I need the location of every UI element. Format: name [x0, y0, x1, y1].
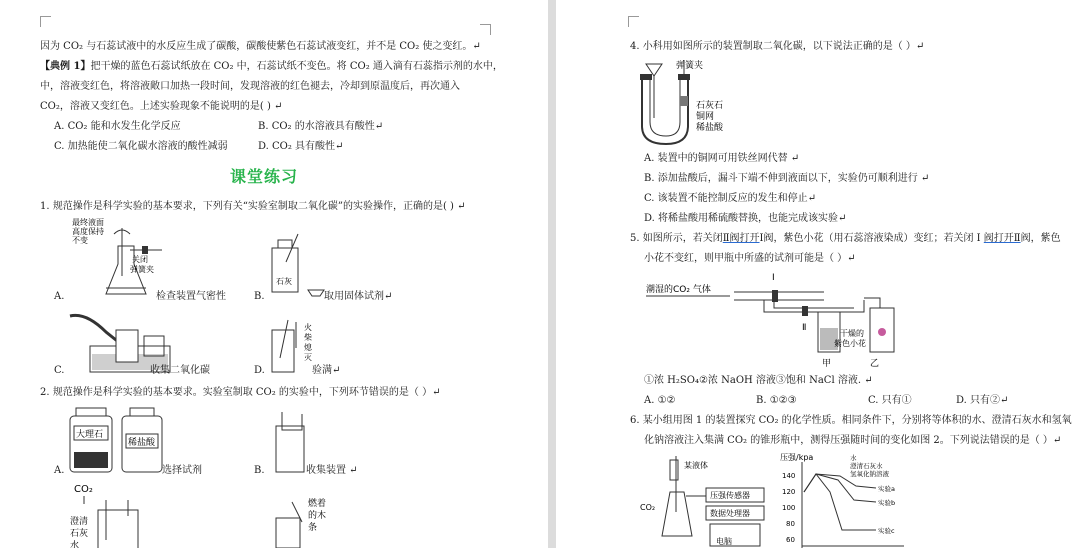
bottle-label: 石灰 — [276, 277, 292, 286]
q1-d-caption: 验满↵ — [312, 365, 341, 376]
q6-figure-1 — [640, 452, 770, 548]
q5-reagents: ①浓 H₂SO₄②浓 NaOH 溶液③饱和 NaCl 溶液. ↵ — [644, 375, 873, 386]
jar-lid — [76, 408, 106, 416]
q2-stem: 2. 规范操作是科学实验的基本要求。实验室制取 CO₂ 的实验中，下列环节错误的是（ ）↵ — [40, 387, 441, 398]
jar-label: 大理石 — [76, 430, 104, 440]
q6-figure-2-chart — [776, 452, 906, 548]
example-text: 把干燥的蓝色石蕊试纸放在 CO₂ 中，石蕊试纸不变色。将 CO₂ 通入滴有石蕊指示剂的水中， — [90, 61, 503, 72]
valve-1-icon — [772, 290, 778, 302]
q2-figure-a — [66, 404, 166, 476]
valve-label: Ⅰ — [772, 273, 775, 283]
q1-c-letter: C. — [54, 365, 65, 376]
q1-b-caption: 取用固体试剂↵ — [324, 291, 393, 302]
figure-label: 的木 — [308, 511, 327, 521]
q5-underlined: Ⅱ阀打开 — [722, 233, 760, 244]
q1-c-caption: 收集二氧化碳 — [150, 365, 210, 376]
burning-stick — [292, 502, 302, 522]
bottle-label: 乙 — [870, 359, 880, 368]
match-stick — [280, 320, 288, 358]
gas-tubes — [282, 412, 302, 430]
q5-option-d: D. 只有②↵ — [956, 395, 1009, 406]
figure-label: 石灰石 — [696, 101, 724, 111]
stopper — [640, 74, 652, 80]
intro-line: 因为 CO₂ 与石蕊试液中的水反应生成了碳酸，碳酸使紫色石蕊试液变红，并不是 CO₂ 使之变红。↵ — [40, 41, 481, 52]
jar-lid — [130, 408, 154, 416]
example-option-b: B. CO₂ 的水溶液具有酸性↵ — [258, 121, 384, 132]
example-line-1 — [40, 60, 503, 74]
u-tube — [642, 80, 688, 144]
q5-option-b: B. ①②③ — [756, 395, 797, 406]
q2-a-caption: 选择试剂 — [162, 465, 202, 476]
clamp-icon — [142, 246, 148, 254]
q5-text: 阀，紫色 — [1020, 233, 1061, 244]
q2-figure-d — [272, 498, 332, 548]
branch-tube — [764, 300, 864, 312]
q5-line-2: 小花不变红，则甲瓶中所盛的试剂可能是（ ）↵ — [644, 253, 856, 264]
valve-label: Ⅱ — [802, 323, 807, 333]
example-option-d: D. CO₂ 具有酸性↵ — [258, 141, 344, 152]
q1-figure-b — [268, 232, 328, 298]
margin-corner-mark — [480, 24, 491, 35]
q4-figure — [636, 56, 746, 148]
stopper — [678, 74, 690, 80]
q2-b-letter: B. — [254, 465, 265, 476]
legend-item: 水 — [850, 454, 857, 462]
figure-label: 弹簧夹 — [130, 265, 154, 274]
example-option-a: A. CO₂ 能和水发生化学反应 — [54, 121, 181, 132]
q4-option-a: A. 装置中的铜网可用铁丝网代替 ↵ — [644, 153, 800, 164]
figure-label: 弹簧夹 — [676, 61, 704, 71]
y-tick: 140 — [782, 472, 796, 480]
figure-label: 火 — [304, 323, 312, 332]
figure-label: 水 — [70, 541, 80, 548]
jar-label: 稀盐酸 — [128, 438, 156, 448]
q2-b-caption: 收集装置 ↵ — [306, 465, 358, 476]
curve-b — [804, 474, 876, 502]
figure-label: 最终液面 — [72, 218, 104, 227]
watch-glass — [308, 290, 324, 296]
figure-label: 某液体 — [684, 461, 708, 470]
figure-label: 紫色小花 — [834, 339, 866, 348]
figure-label: 熄 — [304, 343, 312, 352]
valve-2-icon — [802, 306, 808, 316]
example-line-3: CO₂，溶液又变红色。上述实验现象不能说明的是( ) ↵ — [40, 101, 283, 112]
q4-option-b: B. 添加盐酸后，漏斗下端不伸到液面以下，实验仍可顺利进行 ↵ — [644, 173, 930, 184]
margin-corner-mark — [40, 16, 51, 27]
wash-bottle — [98, 510, 138, 548]
y-tick: 120 — [782, 488, 796, 496]
curve-label: 实验a — [878, 485, 895, 493]
figure-label: 关闭 — [132, 255, 148, 264]
figure-label: 高度保持 — [72, 227, 104, 236]
legend-item: 氢氧化钠溶液 — [850, 470, 889, 478]
curve-label: 实验b — [878, 499, 896, 507]
figure-label: 电脑 — [716, 537, 732, 546]
figure-label: 铜网 — [696, 112, 715, 122]
gas-label: CO₂ — [74, 484, 93, 495]
q4-stem: 4. 小科用如图所示的装置制取二氧化碳，以下说法正确的是（ ）↵ — [630, 41, 925, 52]
q2-figure-c — [70, 480, 150, 548]
figure-label: 条 — [308, 523, 318, 533]
q1-a-caption: 检查装置气密性 — [156, 291, 226, 302]
figure-label: 石灰 — [70, 529, 89, 539]
marble-chips — [74, 452, 108, 468]
q1-b-letter: B. — [254, 291, 265, 302]
bottle-tubes — [106, 500, 128, 540]
q6-line-1: 6. 某小组用图 1 的装置探究 CO₂ 的化学性质。相同条件下，分别将等体积的水、澄清石灰水和氢氧 — [630, 415, 1072, 426]
q5-underlined: 阀打开Ⅱ — [983, 233, 1021, 244]
q5-figure — [644, 268, 914, 368]
gas-jar — [272, 330, 294, 372]
figure-label: 干燥的 — [840, 329, 864, 338]
legend-item: 澄清石灰水 — [850, 462, 883, 470]
curve-label: 实验c — [878, 527, 895, 535]
syringe — [670, 460, 678, 480]
q5-text: Ⅰ阀，紫色小花（用石蕊溶液染成）变红；若关闭 Ⅰ — [759, 233, 984, 244]
bottle-neck — [278, 240, 292, 248]
q5-text: 5. 如图所示，若关闭 — [630, 233, 723, 244]
bottle-label: 甲 — [822, 359, 832, 368]
limestone — [680, 96, 688, 106]
margin-corner-mark — [628, 16, 639, 27]
conical-flask — [662, 492, 692, 536]
outlet-tube — [864, 298, 880, 308]
figure-label: 压强传感器 — [710, 491, 750, 500]
figure-label: 潮湿的CO₂ 气体 — [646, 285, 711, 295]
y-tick: 100 — [782, 504, 796, 512]
q5-option-a: A. ①② — [644, 395, 676, 406]
q1-a-letter: A. — [54, 291, 65, 302]
figure-label: 柴 — [304, 333, 312, 342]
figure-label: 数据处理器 — [710, 509, 750, 518]
figure-label: 稀盐酸 — [696, 123, 724, 133]
gas-bottle — [276, 518, 300, 548]
q1-figure-a — [70, 216, 170, 298]
figure-label: 灭 — [304, 353, 312, 362]
section-title: 课堂练习 — [230, 167, 299, 186]
purple-flower-icon — [878, 328, 886, 336]
q5-line-1 — [630, 232, 1061, 246]
q5-option-c: C. 只有① — [868, 395, 912, 406]
q2-a-letter: A. — [54, 465, 65, 476]
figure-label: 澄清 — [70, 517, 89, 527]
q1-stem: 1. 规范操作是科学实验的基本要求，下列有关“实验室制取二氧化碳”的实验操作，正确的是( ) ↵ — [40, 201, 466, 212]
example-line-2: 中，溶液变红色，将溶液敞口加热一段时间，发现溶液的红色褪去，冷却到原温度后，再次通入 — [40, 81, 460, 92]
page-gutter — [548, 0, 556, 548]
q1-d-letter: D. — [254, 365, 265, 376]
example-option-c: C. 加热能使二氧化碳水溶液的酸性减弱 — [54, 141, 228, 152]
y-tick: 60 — [786, 536, 795, 544]
document-page-right — [556, 0, 1080, 548]
chart-ylabel: 压强/kpa — [780, 453, 814, 462]
y-tick: 80 — [786, 520, 795, 528]
q4-option-d: D. 将稀盐酸用稀硫酸替换，也能完成该实验↵ — [644, 213, 847, 224]
figure-label: 不变 — [72, 236, 88, 245]
q6-line-2: 化钠溶液注入集满 CO₂ 的锥形瓶中，测得压强随时间的变化如图 2。下列说法错误的是（ ）↵ — [644, 435, 1062, 446]
example-tag: 【典例 1】 — [40, 61, 91, 72]
gas-bottle — [116, 330, 138, 362]
q4-option-c: C. 该装置不能控制反应的发生和停止↵ — [644, 193, 817, 204]
collection-bottle — [276, 426, 304, 472]
main-tube — [734, 292, 824, 300]
figure-label: CO₂ — [640, 503, 656, 512]
figure-label: 燃着 — [308, 499, 327, 509]
